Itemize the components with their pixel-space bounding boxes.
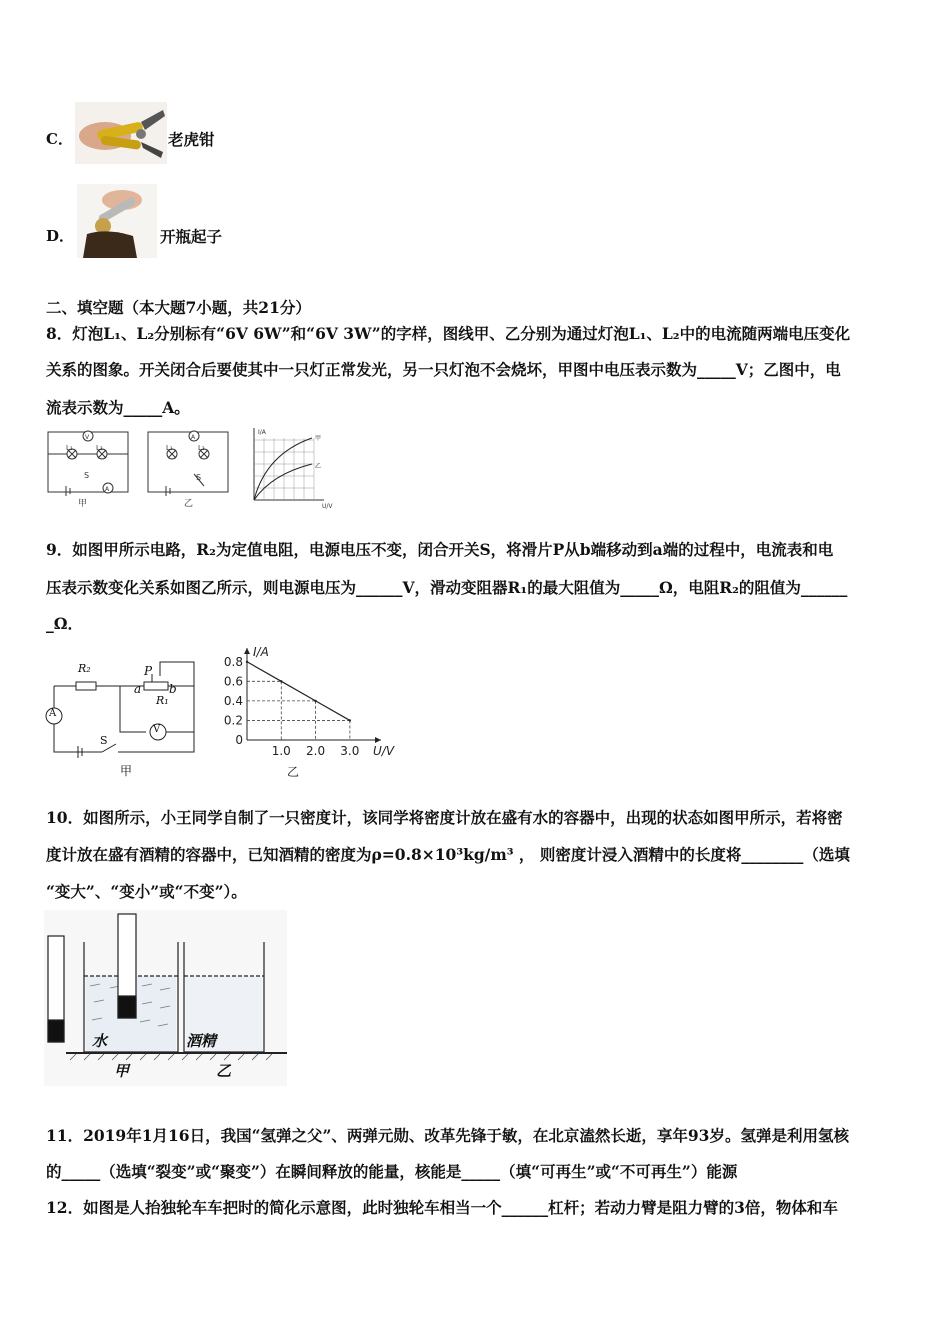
q9-iu-chart <box>215 642 405 782</box>
y-tick-label: 0.8 <box>223 654 243 669</box>
q9-b-end-label: b <box>169 682 177 696</box>
x-tick-label: 3.0 <box>340 744 360 758</box>
bottle-opener-image <box>77 184 157 258</box>
q10-caption-yi: 乙 <box>216 1062 232 1080</box>
q9-r2-label: R₂ <box>78 662 91 675</box>
q8-label-l1-jia: L₁ <box>66 444 73 452</box>
q10-alcohol-label: 酒精 <box>186 1032 217 1050</box>
q8-line2: 关系的图象。开关闭合后要使其中一只灯正常发光，另一只灯泡不会烧坏，甲图中电压表示数为_____V；乙图中，电 <box>46 360 841 379</box>
x-tick-label: 2.0 <box>306 744 326 758</box>
x-axis-label: U/V <box>373 744 395 758</box>
q10-line1: 10．如图所示，小王同学自制了一只密度计，该同学将密度计放在盛有水的容器中，出现的状态如图甲所示，若将密 <box>46 808 843 827</box>
q9-ammeter-label: A <box>49 708 57 719</box>
data-point <box>349 719 351 721</box>
q9-r1-label: R₁ <box>156 694 169 707</box>
q8-line1: 8．灯泡L₁、L₂分别标有“6V 6W”和“6V 3W”的字样，图线甲、乙分别为通过灯泡L₁、L₂中的电流随两端电压变化 <box>46 324 851 343</box>
data-point <box>246 661 248 663</box>
q8-label-l2-yi: L₂ <box>198 444 205 452</box>
y-tick-label: 0.2 <box>223 713 243 728</box>
option-d-text: 开瓶起子 <box>160 227 223 246</box>
y-tick-label: 0.4 <box>223 693 243 708</box>
q8-graph-ylabel: I/A <box>258 429 266 436</box>
q8-iu-graph <box>254 428 324 500</box>
q9-circuit-figure <box>40 648 200 780</box>
chart-caption: 乙 <box>287 765 300 779</box>
q9-switch-label: S <box>100 734 108 747</box>
option-c-letter: C． <box>46 130 73 148</box>
q10-line3: “变大”、“变小”或“不变”）。 <box>46 882 247 901</box>
q8-label-l1-yi: L₁ <box>166 444 173 452</box>
q8-graph-curve-yi: 乙 <box>315 463 322 470</box>
q8-voltmeter-label-jia: V <box>85 434 90 441</box>
q9-caption-jia: 甲 <box>120 764 133 778</box>
y-axis-label: I/A <box>253 645 269 659</box>
x-tick-label: 1.0 <box>271 744 291 758</box>
q8-circuit-yi <box>148 431 228 496</box>
q9-voltmeter-label: V <box>153 724 161 735</box>
series-line <box>247 662 350 721</box>
y-tick-label: 0 <box>235 733 243 747</box>
y-axis-arrow <box>244 648 250 654</box>
q9-chart-svg <box>215 642 405 782</box>
q12-line1: 12．如图是人抬独轮车车把时的简化示意图，此时独轮车相当一个______杠杆；若动力臂是阻力臂的3倍，物体和车 <box>46 1198 838 1217</box>
x-axis-arrow <box>375 737 381 743</box>
q8-graph-curve-jia: 甲 <box>315 435 322 442</box>
data-point <box>280 680 282 682</box>
q8-ammeter-label-jia: A <box>105 486 110 493</box>
q8-switch-label-yi: S <box>196 473 202 482</box>
q8-switch-label-jia: S <box>84 471 90 480</box>
q8-graph-xlabel: U/V <box>322 503 333 509</box>
q8-label-l2-jia: L₂ <box>96 444 103 452</box>
q9-line1: 9．如图甲所示电路，R₂为定值电阻，电源电压不变，闭合开关S，将滑片P从b端移动到a端的过程中，电流表和电 <box>46 540 834 559</box>
data-point <box>314 700 316 702</box>
q9-line3: _Ω． <box>46 614 84 633</box>
q10-line2: 度计放在盛有酒精的容器中，已知酒精的密度为ρ=0.8×10³kg/m³ ， 则密度计浸入酒精中的长度将________（选填 <box>46 845 850 864</box>
section-title: 二、填空题（本大题7小题，共21分） <box>46 298 311 317</box>
q11-line1: 11．2019年1月16日，我国“氢弹之父”、两弹元勋、改革先锋于敏，在北京溘然长逝，享年93岁。氢弹是利用氢核 <box>46 1126 849 1145</box>
q8-caption-jia: 甲 <box>78 499 88 509</box>
q8-ammeter-label-yi: A <box>191 434 196 441</box>
q9-p-label: P <box>144 664 153 678</box>
q10-caption-jia: 甲 <box>114 1062 130 1080</box>
q8-caption-yi: 乙 <box>184 499 194 509</box>
q9-a-end-label: a <box>134 682 142 696</box>
option-d-letter: D． <box>46 227 75 245</box>
q10-water-label: 水 <box>92 1032 108 1050</box>
q11-line2: 的_____（选填“裂变”或“聚变”）在瞬间释放的能量，核能是_____（填“可再生”或“不可再生”）能源 <box>46 1162 738 1181</box>
y-tick-label: 0.6 <box>223 674 243 689</box>
q9-line2: 压表示数变化关系如图乙所示，则电源电压为______V，滑动变阻器R₁的最大阻值为_____Ω，电阻R₂的阻值为______ <box>46 578 848 597</box>
q10-hydrometer-figure <box>44 910 287 1086</box>
q8-figure <box>44 424 344 509</box>
q8-line3: 流表示数为_____A。 <box>46 398 190 417</box>
pliers-image <box>75 102 167 164</box>
option-c-text: 老虎钳 <box>168 130 215 149</box>
